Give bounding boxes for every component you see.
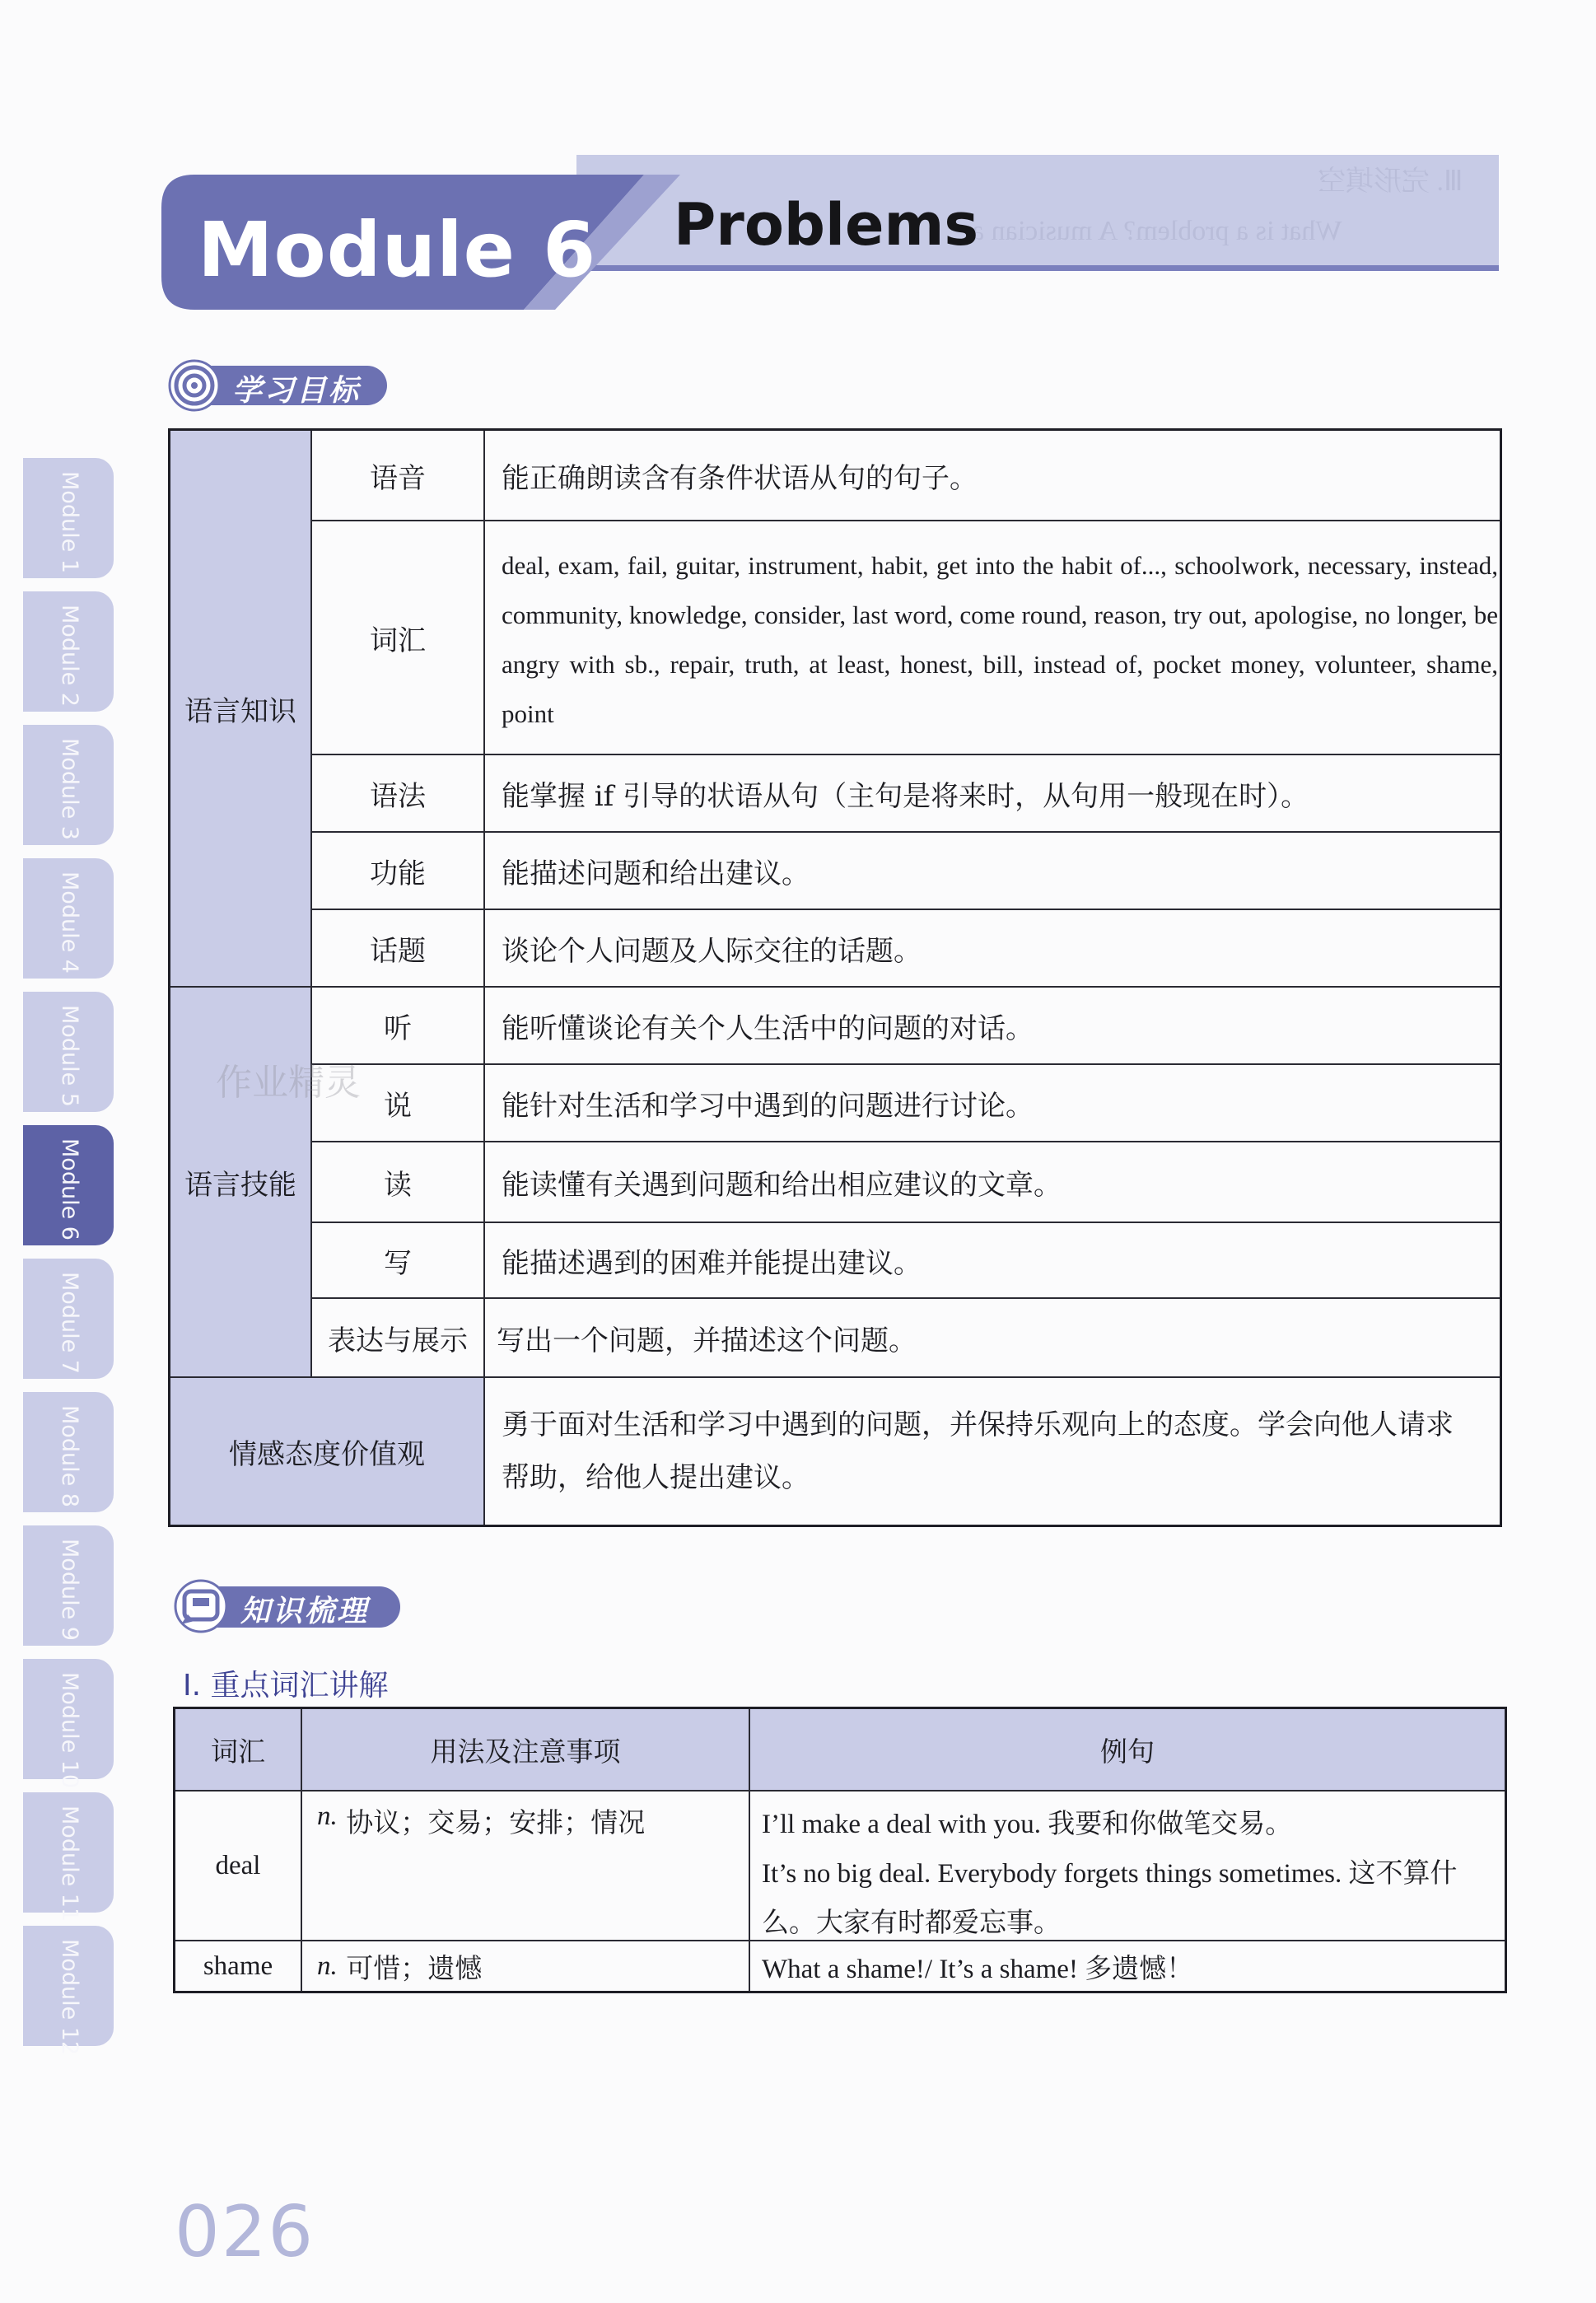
sub-expression: 表达与展示 [328,1324,468,1357]
vocab-usage-shame: n. 可惜；遗憾 [317,1950,483,1984]
sub-writing: 写 [384,1246,412,1280]
vocab-examples-deal: I’ll make a deal with you. 我要和你做笔交易。 It’s no big deal. Everybody forgets things sometimes. 这不算什 么。大家有时都爱忘事。 [762,1810,1458,1938]
category-language-knowledge: 语言知识 [170,431,310,986]
grid-line [175,1940,1505,1941]
watermark-text: 作业精灵 [216,1062,361,1104]
grid-line [310,431,312,1376]
desc-listening: 能听懂谈论有关个人生活中的问题的对话。 [502,1011,1034,1045]
side-tab-module-8[interactable]: Module 8 [23,1392,114,1512]
desc-expression: 写出一个问题，并描述这个问题。 [497,1324,917,1357]
desc-topic: 谈论个人问题及人际交往的话题。 [502,934,922,968]
grid-line [175,1790,1505,1791]
category-language-skills: 语言技能 [170,988,310,1376]
header-ghost-text-2: Ⅲ. 完形填空 [1318,166,1463,197]
grid-line [312,1297,1500,1299]
vocab-header-examples: 例句 [750,1709,1505,1790]
grid-line [312,1141,1500,1142]
sub-topic: 话题 [370,934,426,968]
grid-line [749,1709,750,1991]
topic-title: Problems [674,191,979,259]
grid-line [170,986,1500,988]
side-tab-module-7[interactable]: Module 7 [23,1259,114,1379]
category-emotion: 情感态度价值观 [170,1378,483,1525]
sub-function: 功能 [370,857,426,890]
sub-vocabulary: 词汇 [370,624,426,657]
side-tab-module-3[interactable]: Module 3 [23,725,114,845]
grid-line [483,431,485,1525]
vocab-word-deal: deal [215,1850,261,1880]
sub-listening: 听 [384,1011,412,1045]
desc-reading: 能读懂有关遇到问题和给出相应建议的文章。 [502,1168,1062,1202]
grid-line [301,1709,302,1991]
desc-function: 能描述问题和给出建议。 [502,857,810,890]
side-tab-module-2[interactable]: Module 2 [23,591,114,712]
knowledge-title: 知识梳理 [240,1595,370,1628]
vocab-section-heading: Ⅰ. 重点词汇讲解 [183,1669,389,1703]
grid-line [312,909,1500,910]
sub-grammar: 语法 [370,779,426,813]
side-tab-module-9[interactable]: Module 9 [23,1525,114,1646]
vocab-word-shame: shame [203,1950,273,1981]
grid-line [170,1376,1500,1378]
vocab-header-usage: 用法及注意事项 [302,1709,749,1790]
desc-speaking: 能针对生活和学习中遇到的问题进行讨论。 [502,1089,1034,1123]
desc-vocabulary: deal, exam, fail, guitar, instrument, habit, get into the habit of..., schoolwork, necessary, instead, community, knowledge, consider, last word, come round, reason, try out, apologise, no longer, be angry with sb., repair, truth, at least, honest, bill, instead of, pocket money, volunteer, shame, point [502,551,1498,728]
grid-line [312,754,1500,755]
desc-emotion: 勇于面对生活和学习中遇到的问题，并保持乐观向上的态度。学会向他人请求 帮助，给他人提出建议。 [502,1408,1454,1494]
side-tab-module-4[interactable]: Module 4 [23,858,114,979]
grid-line [312,1063,1500,1065]
sub-speaking: 说 [384,1089,412,1123]
side-tab-module-12[interactable]: Module 12 [23,1926,114,2046]
knowledge-badge [173,1578,404,1636]
vocab-table [173,1707,1507,1993]
side-tab-module-6[interactable]: Module 6 [23,1125,114,1245]
grid-line [312,520,1500,521]
vocab-usage-deal: n. 协议；交易；安排；情况 [317,1801,646,1838]
sub-pronunciation: 语音 [370,461,426,495]
vocab-header-word: 词汇 [175,1709,301,1790]
objectives-table [168,428,1502,1527]
desc-writing: 能描述遇到的困难并能提出建议。 [502,1246,922,1280]
objectives-title: 学习目标 [232,374,362,408]
header-ghost-text: What is a problem? A musician a [972,216,1342,246]
grid-line [312,831,1500,833]
vocab-examples-shame: What a shame!/ It’s a shame! 多遗憾！ [762,1954,1194,1984]
side-tab-module-10[interactable]: Module 10 [23,1659,114,1779]
grid-line [312,1222,1500,1223]
objectives-badge [168,359,390,412]
side-tab-module-1[interactable]: Module 1 [23,458,114,578]
desc-grammar: 能掌握 if 引导的状语从句（主句是将来时，从句用一般现在时）。 [502,779,1309,813]
module-title: Module 6 [198,206,597,294]
side-tab-module-11[interactable]: Module 11 [23,1792,114,1913]
page-number: 026 [175,2191,315,2273]
desc-pronunciation: 能正确朗读含有条件状语从句的句子。 [502,461,978,495]
sub-reading: 读 [384,1168,412,1202]
side-tab-module-5[interactable]: Module 5 [23,992,114,1112]
